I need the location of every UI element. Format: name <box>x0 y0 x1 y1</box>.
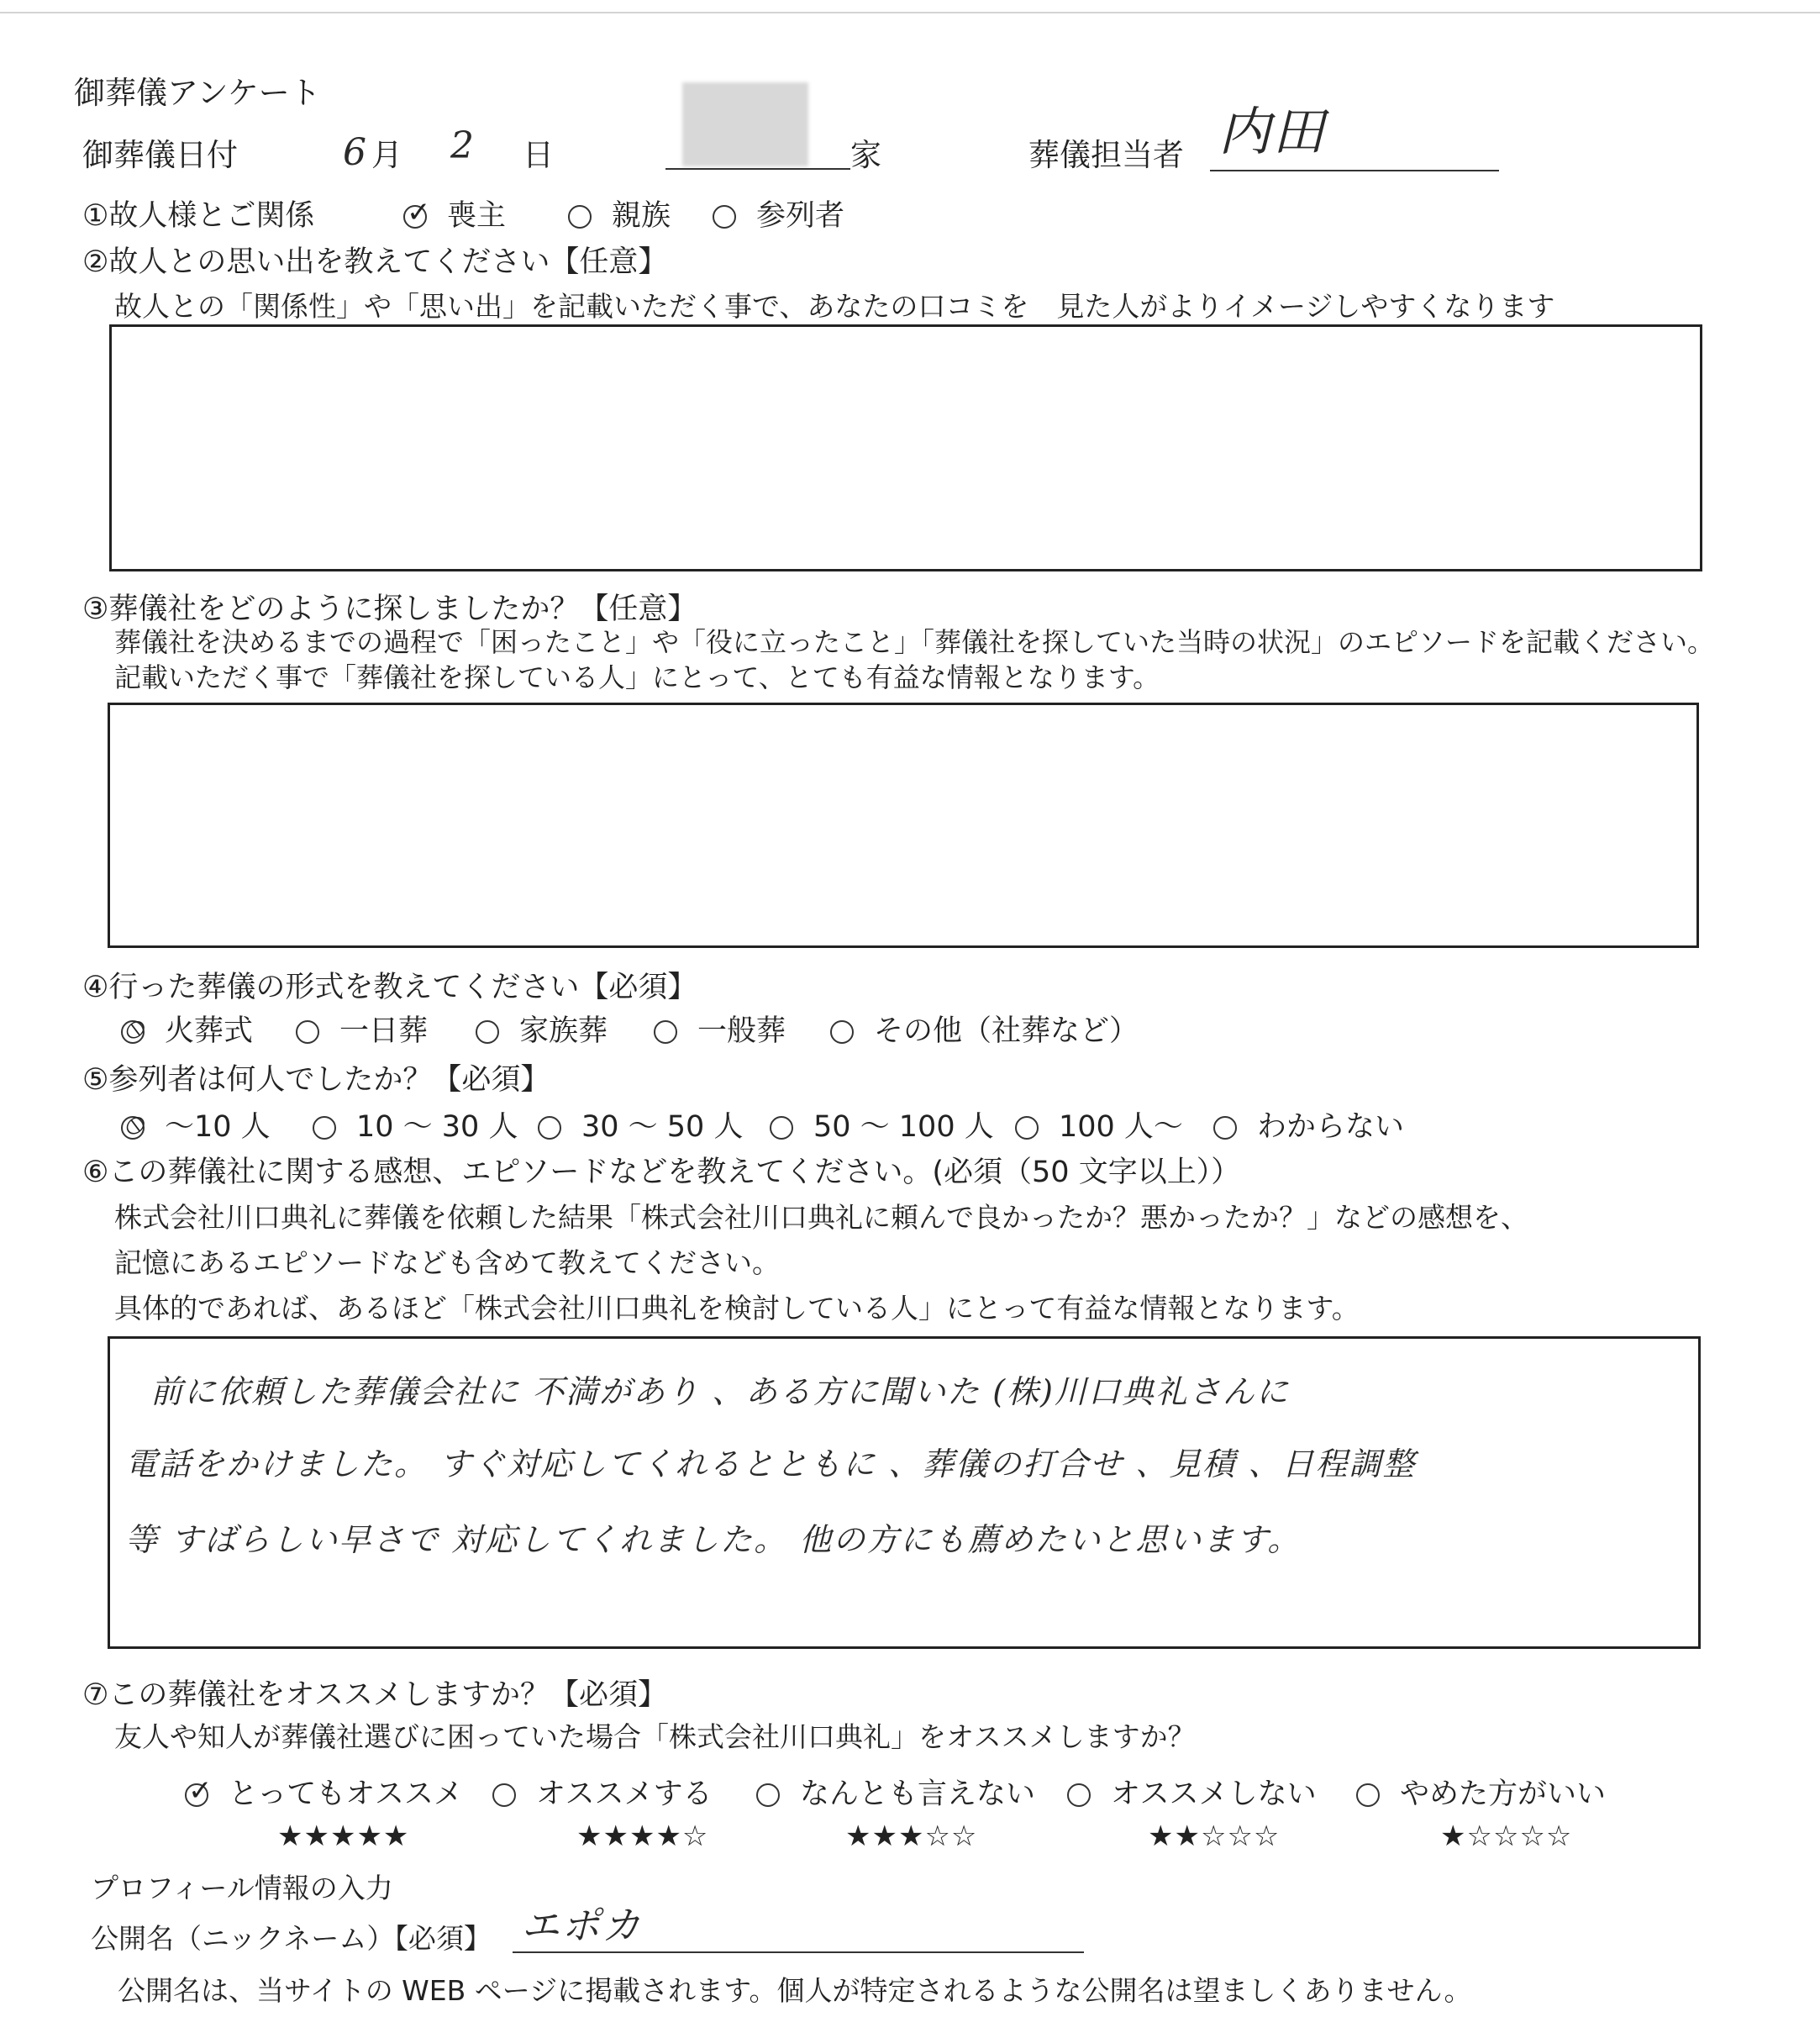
q7-stars-3: ★★★☆☆ <box>845 1820 978 1853</box>
form-title: 御葬儀アンケート <box>74 75 321 111</box>
radio-icon <box>1015 1116 1039 1140</box>
option-label: 親族 <box>612 199 671 233</box>
q5-option-10-30[interactable] <box>313 1110 518 1144</box>
option-label: とってもオススメ <box>229 1777 463 1811</box>
q3-description-1: 葬儀社を決めるまでの過程で「困ったこと」や「役に立ったこと」「葬儀社を探していた当時の状況」のエピソードを記載ください。 <box>114 626 1715 658</box>
q4-option-general[interactable] <box>654 1014 786 1048</box>
staff-label: 葬儀担当者 <box>1028 137 1184 173</box>
funeral-month-value[interactable]: 6 <box>343 131 368 174</box>
option-label: 喪主 <box>447 199 507 233</box>
q4-option-cremation[interactable] <box>121 1010 254 1048</box>
scan-edge <box>0 12 1820 13</box>
staff-line <box>1210 170 1499 171</box>
radio-icon <box>1213 1116 1237 1140</box>
staff-value[interactable]: 内田 <box>1218 101 1327 162</box>
option-label: オススメしない <box>1111 1777 1317 1811</box>
check-mark-icon: ✓ <box>407 195 431 229</box>
radio-icon <box>476 1020 499 1044</box>
q7-stars-4: ★★★★☆ <box>576 1820 709 1853</box>
q7-stars-2: ★★☆☆☆ <box>1148 1820 1281 1853</box>
q6-answer-line-1: 前に依頼した葬儀会社に 不満があり 、ある方に聞いた (株)川口典礼さんに <box>150 1373 1290 1410</box>
q7-option-neutral[interactable] <box>756 1777 1036 1811</box>
q1-option-chief-mourner[interactable] <box>403 195 507 233</box>
option-label: なんとも言えない <box>800 1777 1036 1811</box>
profile-heading: プロフィール情報の入力 <box>91 1872 393 1904</box>
family-name-line <box>665 168 850 170</box>
nickname-value[interactable]: エポカ <box>521 1903 642 1948</box>
q1-option-attendee[interactable] <box>713 199 845 233</box>
q4-question: ④行った葬儀の形式を教えてください【必須】 <box>82 971 697 1004</box>
q2-question: ②故人との思い出を教えてください【任意】 <box>82 245 668 279</box>
radio-icon <box>770 1116 793 1140</box>
q5-option-under-10[interactable] <box>121 1106 271 1144</box>
q3-question: ③葬儀社をどのように探しましたか？【任意】 <box>82 592 697 626</box>
q1-option-relative[interactable] <box>568 199 671 233</box>
radio-icon <box>538 1116 561 1140</box>
q6-description-2: 記憶にあるエピソードなども含めて教えてください。 <box>114 1246 780 1279</box>
option-label: 火葬式 <box>165 1014 254 1048</box>
option-label: 一般葬 <box>697 1014 786 1048</box>
radio-icon <box>403 195 431 229</box>
radio-icon <box>568 205 592 229</box>
q5-option-50-100[interactable] <box>770 1110 994 1144</box>
radio-icon <box>185 1773 213 1808</box>
q6-answer-box[interactable] <box>108 1336 1701 1649</box>
q5-option-over-100[interactable] <box>1015 1110 1183 1144</box>
radio-icon <box>756 1783 780 1807</box>
q5-option-30-50[interactable] <box>538 1110 744 1144</box>
radio-icon <box>1067 1783 1091 1807</box>
check-mark-icon: ✓ <box>188 1773 213 1808</box>
option-label: オススメする <box>536 1777 713 1811</box>
q7-stars-5: ★★★★★ <box>277 1820 410 1853</box>
q7-question: ⑦この葬儀社をオススメしますか？【必須】 <box>82 1678 668 1712</box>
q2-description: 故人との「関係性」や「思い出」を記載いただく事で、あなたの口コミを 見た人がよりイメージしやすくなります <box>114 290 1555 323</box>
option-label: その他（社葬など） <box>874 1014 1139 1048</box>
radio-icon <box>654 1020 677 1044</box>
radio-icon <box>1356 1783 1380 1807</box>
q6-answer-line-3: 等 すばらしい早さで 対応してくれました。 他の方にも薦めたいと思います。 <box>125 1521 1302 1558</box>
funeral-day-value[interactable]: 2 <box>450 124 476 167</box>
option-label: ～10 人 <box>165 1110 271 1144</box>
radio-icon <box>830 1020 854 1044</box>
radio-icon <box>313 1116 336 1140</box>
q5-question: ⑤参列者は何人でしたか？【必須】 <box>82 1063 550 1097</box>
radio-icon <box>296 1020 319 1044</box>
q4-option-family[interactable] <box>476 1014 608 1048</box>
option-label: わからない <box>1257 1110 1405 1144</box>
radio-icon <box>713 205 736 229</box>
option-label: 30 ～ 50 人 <box>581 1110 744 1144</box>
q6-description-3: 具体的であれば、あるほど「株式会社川口典礼を検討している人」にとって有益な情報となります。 <box>114 1292 1360 1324</box>
q3-description-2: 記載いただく事で「葬儀社を探している人」にとって、とても有益な情報となります。 <box>114 661 1160 693</box>
q3-answer-box[interactable] <box>108 703 1699 948</box>
q4-option-other[interactable] <box>830 1014 1139 1048</box>
funeral-date-label: 御葬儀日付 <box>82 137 238 173</box>
option-label: 10 ～ 30 人 <box>356 1110 518 1144</box>
option-label: 50 ～ 100 人 <box>813 1110 994 1144</box>
option-label: 100 人～ <box>1059 1110 1183 1144</box>
q7-option-recommend[interactable] <box>492 1777 713 1811</box>
q7-description: 友人や知人が葬儀社選びに困っていた場合「株式会社川口典礼」をオススメしますか？ <box>114 1720 1196 1753</box>
funeral-month-unit: 月 <box>371 137 402 173</box>
option-label: 一日葬 <box>339 1014 429 1048</box>
q2-answer-box[interactable] <box>109 324 1702 571</box>
q5-option-unknown[interactable] <box>1213 1110 1405 1144</box>
nickname-line <box>513 1951 1084 1953</box>
funeral-day-unit: 日 <box>523 137 554 173</box>
q1-question: ①故人様とご関係 <box>82 199 315 233</box>
q6-question: ⑥この葬儀社に関する感想、エピソードなどを教えてください。(必須（50 文字以上）） <box>82 1156 1241 1189</box>
option-label: やめた方がいい <box>1400 1777 1607 1811</box>
check-mark-icon: ⦸ <box>124 1010 144 1045</box>
radio-icon <box>121 1010 145 1045</box>
q6-answer-line-2: 電話をかけました。 すぐ対応してくれるとともに 、葬儀の打合せ 、見積 、日程調整 <box>125 1446 1417 1482</box>
q7-option-avoid[interactable] <box>1356 1777 1607 1811</box>
q6-description-1: 株式会社川口典礼に葬儀を依頼した結果「株式会社川口典礼に頼んで良かったか？悪かったか？」などの感想を、 <box>114 1201 1528 1234</box>
profile-note: 公開名は、当サイトの WEB ページに掲載されます。個人が特定されるような公開名は望ましくありません。 <box>118 1974 1472 2007</box>
option-label: 参列者 <box>756 199 845 233</box>
q7-option-highly-recommend[interactable] <box>185 1773 463 1811</box>
redacted-family-name <box>682 82 808 166</box>
q7-option-not-recommend[interactable] <box>1067 1777 1317 1811</box>
family-suffix: 家 <box>850 137 881 173</box>
q7-stars-1: ★☆☆☆☆ <box>1440 1820 1573 1853</box>
q4-option-one-day[interactable] <box>296 1014 429 1048</box>
radio-icon <box>492 1783 516 1807</box>
check-mark-icon: ⦸ <box>124 1106 144 1140</box>
radio-icon <box>121 1106 145 1140</box>
option-label: 家族葬 <box>519 1014 608 1048</box>
nickname-label: 公開名（ニックネーム）【必須】 <box>91 1922 492 1955</box>
